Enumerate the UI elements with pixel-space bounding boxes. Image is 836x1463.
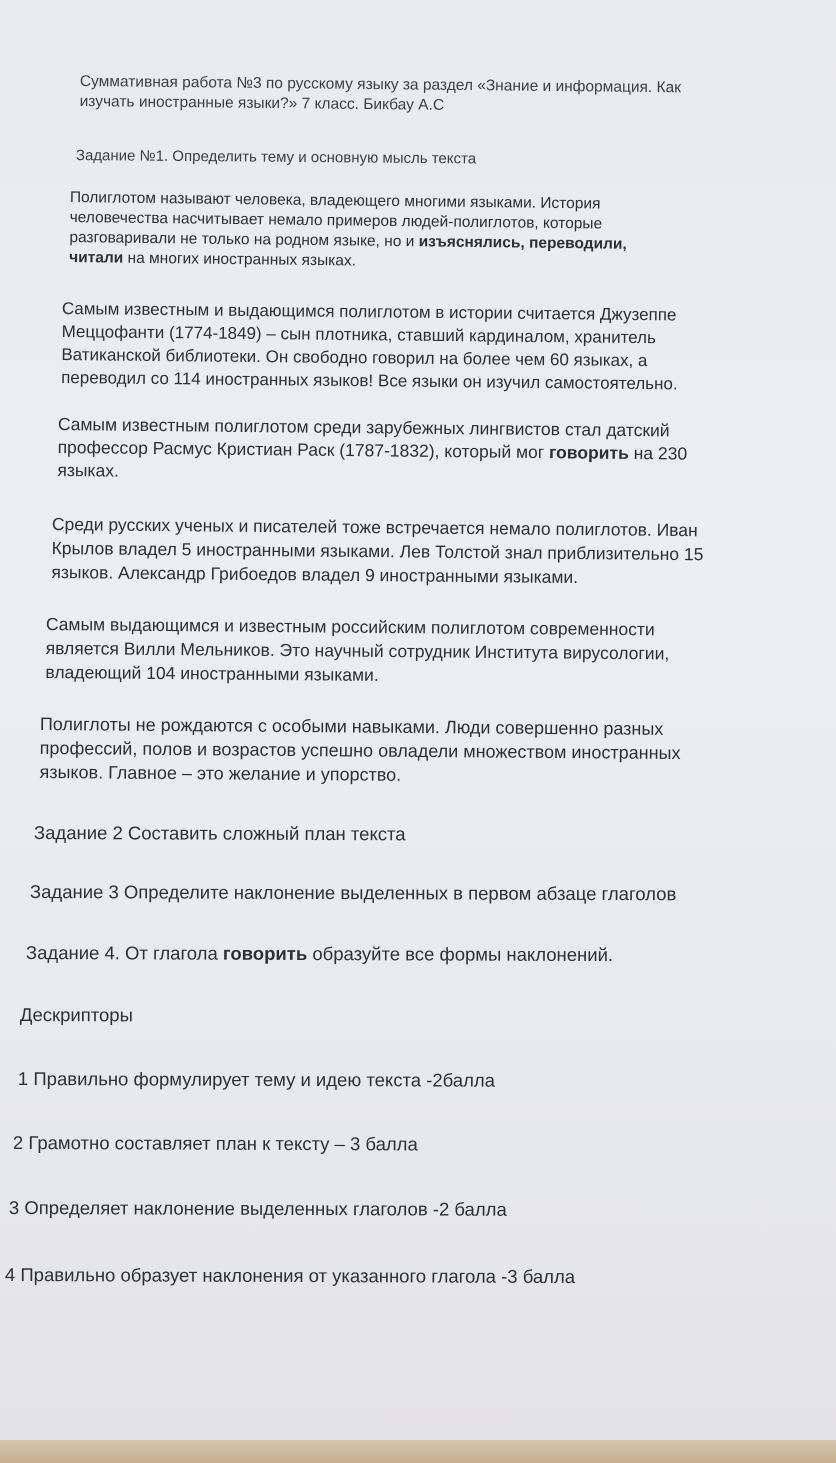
highlighted-verb: говорить xyxy=(548,442,629,463)
text-line: Крылов владел 5 иностранными языками. Лев Толстой знал приблизительно 15 xyxy=(51,537,704,565)
paragraph-4 xyxy=(51,512,832,591)
text-line: языков. Александр Грибоедов владел 9 иностранными языками. xyxy=(51,561,579,588)
descriptor-item: 3 Определяет наклонение выделенных глаголов -2 балла xyxy=(8,1197,507,1220)
paragraph-5 xyxy=(45,612,826,691)
text-line: языков. Главное – это желание и упорство. xyxy=(39,761,402,785)
text-line: Среди русских ученых и писателей тоже встречается немало полиглотов. Иван xyxy=(51,513,698,541)
text-line: Самым известным и выдающимся полиглотом в истории считается Джузеппе xyxy=(61,298,677,325)
paragraph-2 xyxy=(61,297,802,397)
paragraph-6 xyxy=(39,712,830,790)
descriptor-item: 4 Правильно образует наклонения от указанного глагола -3 балла xyxy=(4,1264,576,1287)
text-line: на 230 xyxy=(628,442,688,464)
paragraph-3 xyxy=(57,413,798,490)
text-line: владеющий 104 иностранными языками. xyxy=(45,661,379,685)
text-line: Полиглотом называют человека, владеющего многими языками. История xyxy=(69,188,601,213)
text-line: языках. xyxy=(57,459,119,481)
task-1-heading: Задание №1. Определить тему и основную мысль текста xyxy=(75,146,477,168)
descriptors-title: Дескрипторы xyxy=(19,1004,133,1026)
text-line: является Вилли Мельников. Это научный сотрудник Института вирусологии, xyxy=(45,637,670,664)
highlighted-verb: читали xyxy=(69,248,124,267)
descriptor-item: 2 Грамотно составляет план к тексту – 3 балла xyxy=(12,1132,418,1155)
text-line: Самым выдающимся и известным российским полиглотом современности xyxy=(45,613,655,640)
text-line: на многих иностранных языках. xyxy=(123,249,357,270)
text-line: разговаривали не только на родном языке, но и xyxy=(69,228,419,251)
descriptor-item: 1 Правильно формулирует тему и идею текста -2балла xyxy=(17,1068,496,1091)
text-line: профессор Расмус Кристиан Раск (1787-1832), который мог xyxy=(57,436,550,463)
task-4 xyxy=(26,941,613,967)
paragraph-1 xyxy=(69,188,790,277)
header-line-2: изучать иностранные языки?» 7 класс. Бикбау А.С xyxy=(79,92,445,114)
text-line: Задание 4. От глагола xyxy=(25,942,223,964)
worksheet-header xyxy=(80,72,820,120)
task-2: Задание 2 Составить сложный план текста xyxy=(33,822,406,845)
text-line: Полиглоты не рождаются с особыми навыками. Люди совершенно разных xyxy=(39,713,664,739)
highlighted-verbs: изъяснялись, переводили, xyxy=(418,233,627,253)
text-line: Меццофанти (1774-1849) – сын плотника, ставший кардиналом, хранитель xyxy=(61,321,657,348)
text-line: переводил со 114 иностранных языков! Все языки он изучил самостоятельно. xyxy=(61,367,678,394)
text-line: Ватиканской библиотеки. Он свободно говорил на более чем 60 языках, а xyxy=(61,344,648,371)
text-line: Самым известным полиглотом среди зарубежных лингвистов стал датский xyxy=(57,413,670,441)
highlighted-verb: говорить xyxy=(222,942,308,964)
text-line: образуйте все формы наклонений. xyxy=(307,942,614,966)
header-line-1: Суммативная работа №3 по русскому языку за раздел «Знание и информация. Как xyxy=(79,72,682,97)
task-3: Задание 3 Определите наклонение выделенных в первом абзаце глаголов xyxy=(29,881,677,905)
table-surface xyxy=(0,1440,836,1463)
text-line: человечества насчитывает немало примеров людей-полиглотов, которые xyxy=(69,208,603,233)
text-line: профессий, полов и возрастов успешно овладели множеством иностранных xyxy=(39,737,681,764)
